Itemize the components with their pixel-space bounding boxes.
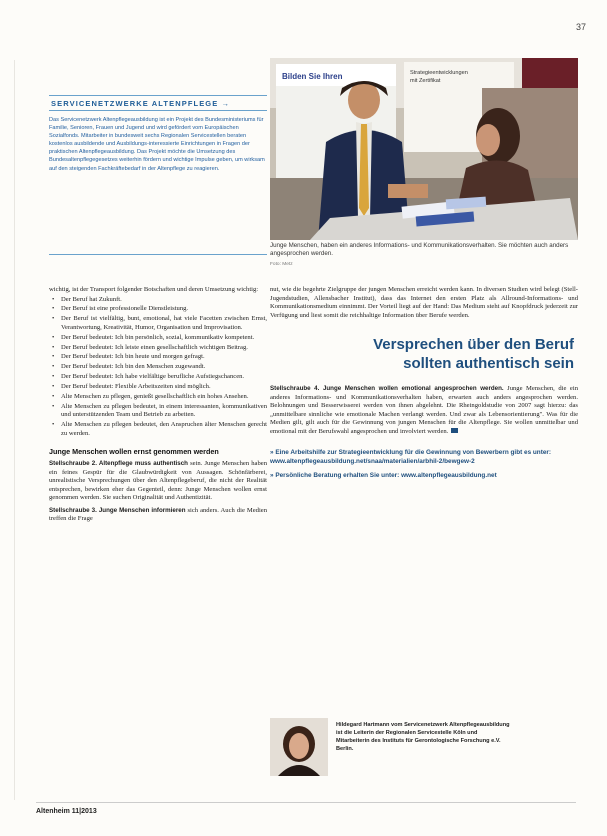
footer-publication: Altenheim 11|2013 <box>36 808 97 815</box>
list-item: • Der Beruf ist vielfältig, bunt, emotional, hat viele Facetten zwischen Ernst, Verantwortung, Kreativität, Humor, Organisation und Improvisation. <box>49 315 267 332</box>
list-item: • Der Beruf bedeutet: Ich habe vielfältige berufliche Aufstiegschancen. <box>49 373 267 382</box>
section-subhead: Junge Menschen wollen ernst genommen werden <box>49 447 219 457</box>
photo-credit: Foto: Metz <box>270 262 293 267</box>
resource-link-1: » Eine Arbeitshilfe zur Strategieentwicklung für die Gewinnung von Bewerbern gibt es unter: www.altenpflegeausbildung.net/snaa/materialien/arbhil-2/bewgew-2 <box>270 449 552 465</box>
banner-right-line2: mit Zertifikat <box>410 78 441 84</box>
resource-url-link[interactable]: www.altenpflegeausbildung.net/snaa/materialien/arbhil-2/bewgew-2 <box>270 457 475 465</box>
list-item: • Der Beruf bedeutet: Ich bin persönlich, sozial, kommunikativ kompetent. <box>49 334 267 343</box>
body-paragraph <box>49 507 267 524</box>
list-item: • Alte Menschen zu pflegen bedeutet, den Anspruchen älter Menschen gerecht zu werden. <box>49 421 267 438</box>
paragraph-text: Junge Menschen, die ein anderes Informations- und Kommunikationsverhalten haben, erwarten auch anders angesprochen werden. Belohnungen und Besserwisserei werden von ihnen abgelehnt. Die Rheingoldstudie von 2007 sagt hierzu: das „unmittelbare sinnliche wie emotionale Machen verlangt werden. Und zwar als Lebensorientierung". Was für die Medien gilt, gilt auch für die Gewinnung von jungen Menschen für die Altenpflege. Sie wollen unmittelbar und emotional mit der Berufswahl angesprochen und involviert werden. <box>270 385 578 435</box>
author-bio: Hildegard Hartmann vom Servicenetzwerk Altenpflegeausbildung ist die Leiterin der Regionalen Servicestelle Köln und Mitarbeiterin des Instituts für Gerontologische Forschung e.V. Berlin. <box>336 722 510 752</box>
list-item: • Der Beruf bedeutet: Ich bin heute und morgen gefragt. <box>49 353 267 362</box>
body-paragraph: nut, wie die begehrte Zielgruppe der jungen Menschen erreicht werden kann. In diversen Studien wird belegt (Stell-Jugendstudien, Allensbacher Institut), dass das Internet den ersten Platz als Allround-Informations- und Kommunikationsmedium einnimmt. Der Vorteil liegt auf der Hand: Das Medium steht auf Knopfdruck jederzeit zur Verfügung und liest somit die reichhaltige Information über Berufe werden. <box>270 286 578 319</box>
end-of-article-icon <box>451 428 458 433</box>
list-item: • Der Beruf hat Zukunft. <box>49 296 267 305</box>
list-item: • Der Beruf bedeutet: Ich bin den Menschen zugewandt. <box>49 363 267 372</box>
author-box <box>270 718 510 776</box>
footer-divider <box>36 802 576 803</box>
paragraph-text: sein. Junge Menschen haben ein feines Gespür für die Glaubwürdigkeit von Aussagen. Schönfärberei, unrealistische Versprechungen über den Altenpflegeberuf, die nicht der Realität entsprechen, bewirken eher das Gegenteil, denn: Junge Menschen wollen ernst genommen werden. Sie suchen Originalität und Authentizität. <box>49 460 267 502</box>
list-item: • Der Beruf bedeutet: Flexible Arbeitszeiten sind möglich. <box>49 383 267 392</box>
info-sidebar <box>49 95 267 255</box>
author-portrait-image <box>270 718 328 776</box>
banner-left-text: Bilden Sie Ihren <box>282 72 343 81</box>
page-number: 37 <box>576 22 587 32</box>
contact-url-link[interactable]: www.altenpflegeausbildung.net <box>401 472 497 480</box>
body-paragraph <box>270 385 578 436</box>
paragraph-lead: Stellschraube 4. Junge Menschen wollen emotional angesprochen werden. <box>270 385 504 392</box>
paragraph-lead: Stellschraube 3. Junge Menschen informieren <box>49 506 186 514</box>
article-photo <box>270 58 578 240</box>
message-list <box>49 296 267 439</box>
body-paragraph <box>49 460 267 503</box>
list-item: • Der Beruf bedeutet: Ich leiste einen gesellschaftlich wichtigen Beitrag. <box>49 344 267 353</box>
sidebar-text: Das Servicenetzwerk Altenpflegeausbildung ist ein Projekt des Bundesministeriums für Familie, Senioren, Frauen und Jugend und wird gefördert vom Europäischen Sozialfonds. Mitarbeiter in bundesweit sechs Regionalen Servicestellen beraten kostenlos ausbildende und Ausbildungs-interessierte Einrichtungen in Fragen der praktischen Altenpflegeausbildung. Das Projekt möchte die Umsetzung des Bundesaltenpflegegesetzes weiterhin fördern und wichtige Impulse geben, um wirksam auf den steigenden Fachkräftebedarf in der Altenpflege zu reagieren. <box>49 117 265 172</box>
sidebar-title: SERVICENETZWERKE ALTENPFLEGE → <box>51 99 231 108</box>
trade-fair-photo <box>270 58 578 240</box>
paragraph-lead: Stellschraube 2. Altenpflege muss authentisch <box>49 460 188 468</box>
headline-line: sollten authentisch sein <box>403 355 574 372</box>
resource-links <box>270 449 578 481</box>
intro-paragraph: wichtig, ist der Transport folgender Botschaften und deren Umsetzung wichtig: <box>49 286 259 293</box>
right-column <box>270 286 578 487</box>
sidebar-divider <box>49 110 267 111</box>
paragraph-text: sich anders. Auch die Medien treffen die Frage <box>49 506 267 523</box>
arrow-icon: » <box>270 472 276 480</box>
arrow-icon: » <box>270 449 276 456</box>
list-item: • Der Beruf ist eine professionelle Dienstleistung. <box>49 305 267 314</box>
scan-margin-line <box>14 60 15 800</box>
list-item: • Alte Menschen zu pflegen bedeutet, in einem interessanten, kommunikativen und unterstützenden Team und Betrieb zu arbeiten. <box>49 403 267 420</box>
author-portrait <box>270 718 328 776</box>
photo-caption: Junge Menschen, haben ein anderes Informations- und Kommunikationsverhalten. Sie möchten auch anders angesprochen werden. <box>270 242 569 258</box>
section-headline <box>270 335 574 373</box>
resource-link-2: » Persönliche Beratung erhalten Sie unter: www.altenpflegeausbildung.net <box>270 472 497 480</box>
headline-line: Versprechen über den Beruf <box>373 336 574 353</box>
left-column <box>49 286 267 524</box>
list-item: • Alte Menschen zu pflegen, genießt gesellschaftlich ein hohes Ansehen. <box>49 393 267 402</box>
banner-right-line1: Strategieentwicklungen <box>410 70 468 76</box>
